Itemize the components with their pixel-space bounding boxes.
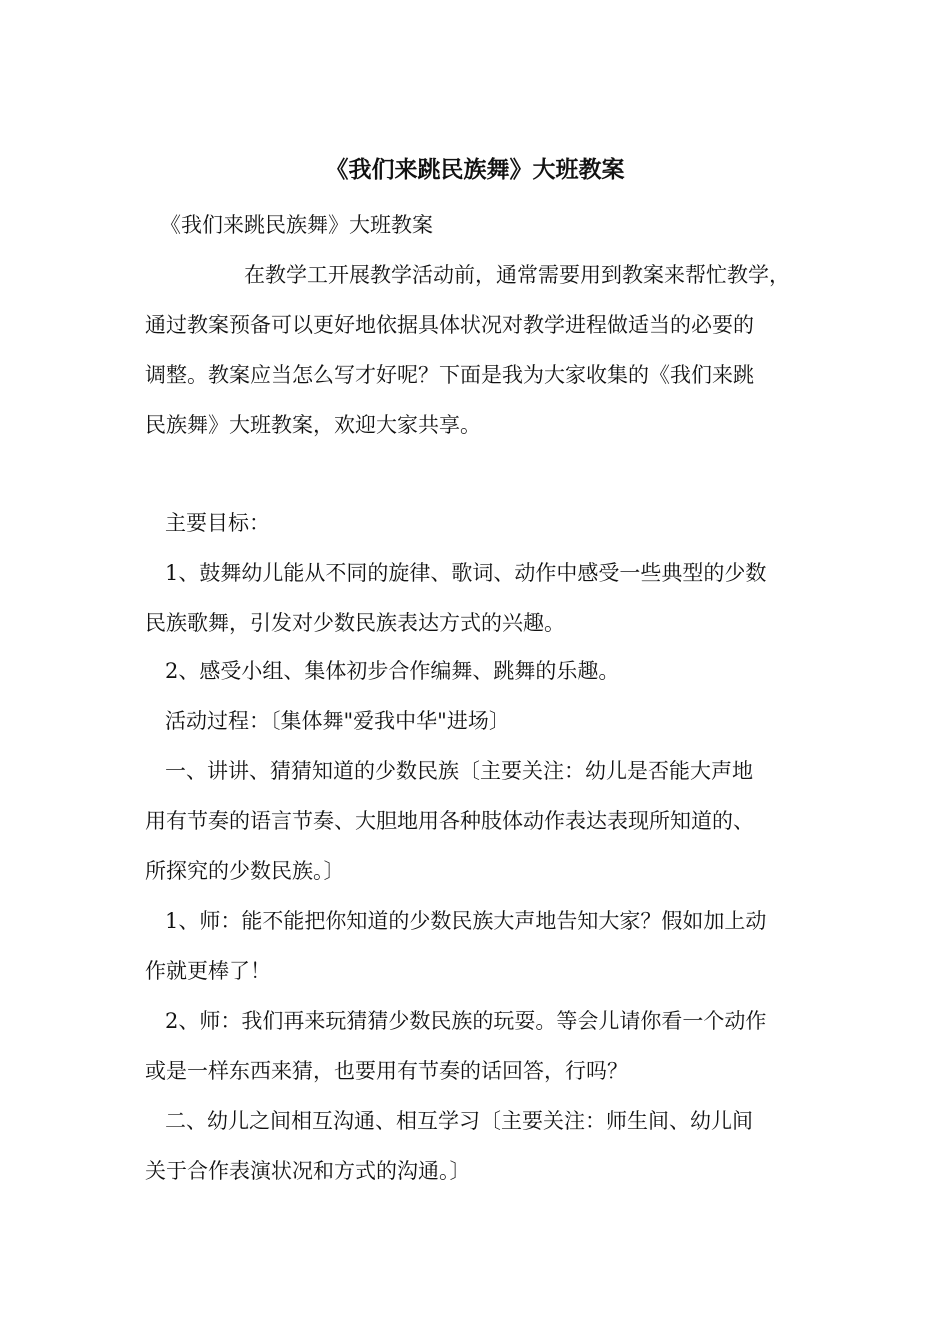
intro-line-4: 民族舞》大班教案，欢迎大家共享。 — [145, 413, 481, 437]
intro-line-3: 调整。教案应当怎么写才好呢？下面是我为大家收集的《我们来跳 — [145, 363, 754, 387]
objective-2: 2、感受小组、集体初步合作编舞、跳舞的乐趣。 — [165, 659, 620, 683]
step-1-item-1-line-1: 1、师：能不能把你知道的少数民族大声地告知大家？假如加上动 — [165, 909, 767, 933]
step-1-line-1: 一、讲讲、猜猜知道的少数民族〔主要关注：幼儿是否能大声地 — [165, 759, 753, 783]
step-1-line-2: 用有节奏的语言节奏、大胆地用各种肢体动作表达表现所知道的、 — [145, 809, 754, 833]
step-1-item-2-line-1: 2、师：我们再来玩猜猜少数民族的玩耍。等会儿请你看一个动作 — [165, 1009, 767, 1033]
intro-line-2: 通过教案预备可以更好地依据具体状况对教学进程做适当的必要的 — [145, 313, 754, 337]
step-1-line-3: 所探究的少数民族。〕 — [145, 859, 345, 883]
process-heading: 活动过程：〔集体舞"爱我中华"进场〕 — [165, 709, 510, 733]
objective-1-line-2: 民族歌舞，引发对少数民族表达方式的兴趣。 — [145, 611, 565, 635]
intro-line-1: 在教学工开展教学活动前，通常需要用到教案来帮忙教学， — [244, 263, 790, 287]
step-1-item-1-line-2: 作就更棒了！ — [145, 959, 271, 983]
step-1-item-2-line-2: 或是一样东西来猜，也要用有节奏的话回答，行吗？ — [145, 1059, 628, 1083]
step-2-line-1: 二、幼儿之间相互沟通、相互学习〔主要关注：师生间、幼儿间 — [165, 1109, 753, 1133]
subtitle-line: 《我们来跳民族舞》大班教案 — [160, 213, 433, 237]
objective-1-line-1: 1、鼓舞幼儿能从不同的旋律、歌词、动作中感受一些典型的少数 — [165, 561, 767, 585]
objectives-heading: 主要目标： — [165, 511, 270, 535]
document-title: 《我们来跳民族舞》大班教案 — [325, 157, 625, 183]
step-2-line-2: 关于合作表演状况和方式的沟通。〕 — [145, 1159, 471, 1183]
